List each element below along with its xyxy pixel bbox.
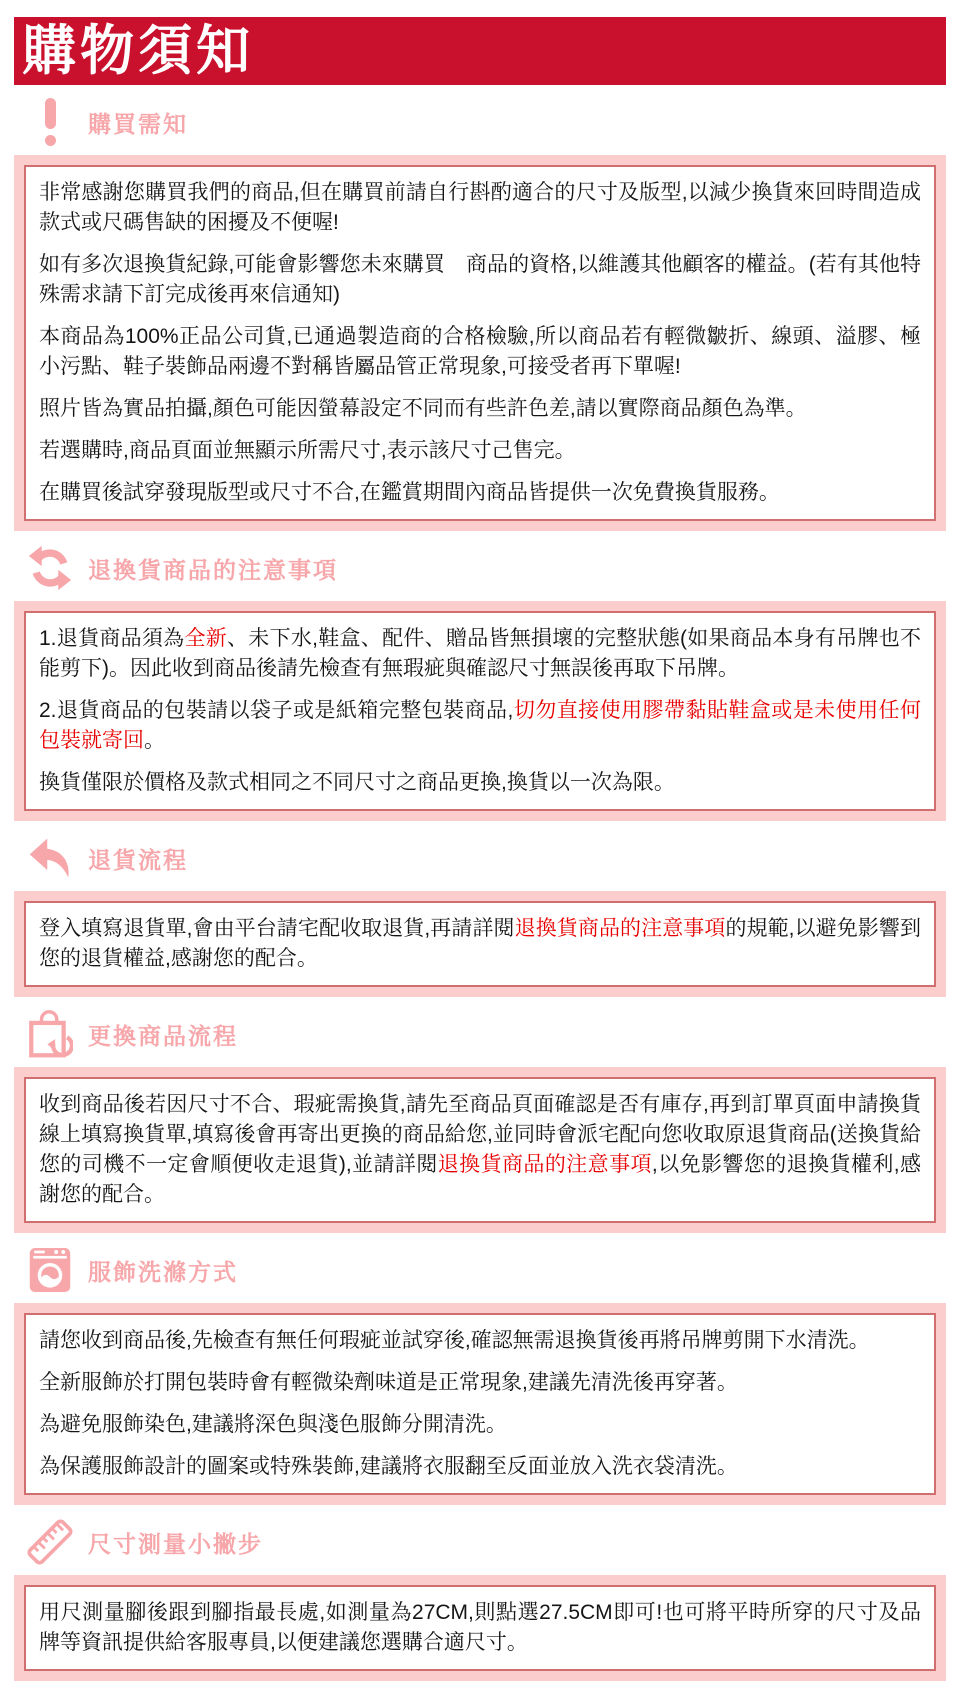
warning-text: 切勿直接使用膠帶黏貼鞋盒或是未使用任何包裝就寄回 — [39, 699, 921, 752]
exchange-bag-icon — [26, 1007, 74, 1061]
paragraph — [39, 250, 921, 310]
section-washing-instructions — [14, 1243, 946, 1505]
paragraph — [39, 322, 921, 382]
paragraph-text: 換貨僅限於價格及款式相同之不同尺寸之商品更換,換貨以一次為限。 — [39, 771, 675, 794]
notice-box — [14, 1575, 946, 1681]
paragraph-text: 非常感謝您購買我們的商品,但在購買前請自行斟酌適合的尺寸及版型,以減少換貨來回時間造成款式或尺碼售缺的困擾及不便喔! — [39, 181, 921, 234]
paragraph-text: 1.退貨商品須為 — [39, 627, 185, 650]
notice-box-inner — [24, 1313, 936, 1495]
paragraph — [39, 1326, 921, 1356]
paragraph — [39, 1090, 921, 1210]
section-title: 更換商品流程 — [88, 1022, 238, 1049]
paragraph — [39, 768, 921, 798]
section-title: 服飾洗滌方式 — [88, 1258, 238, 1285]
section-header — [14, 541, 946, 595]
section-title: 購買需知 — [88, 110, 188, 137]
paragraph-text: ,以免影響您的退換貨權利,感謝您的配合。 — [39, 1153, 922, 1206]
paragraph-text: 登入填寫退貨單,會由平台請宅配收取退貨,再請詳閱 — [39, 917, 515, 940]
section-title: 尺寸測量小撇步 — [88, 1530, 263, 1557]
paragraph-text: 。 — [144, 729, 165, 752]
warning-text: 全新 — [184, 627, 228, 650]
paragraph-text: 收到商品後若因尺寸不合、瑕疵需換貨,請先至商品頁面確認是否有庫存,再到訂單頁面申請換貨線上填寫換貨單,填寫後會再寄出更換的商品給您,並同時會派宅配向您收取原退貨商品(送換貨給您的司機不一定會順便收走退貨),並請詳閱 — [39, 1093, 921, 1176]
section-title: 退換貨商品的注意事項 — [88, 556, 338, 583]
paragraph-text: 的規範,以避免影響到您的退貨權益,感謝您的配合。 — [39, 917, 922, 970]
paragraph-text: 、未下水,鞋盒、配件、贈品皆無損壞的完整狀態(如果商品本身有吊牌也不能剪下)。因此收到商品後請先檢查有無瑕疵與確認尺寸無誤後再取下吊牌。 — [39, 627, 922, 680]
notice-box-inner — [24, 901, 936, 987]
warning-text: 退換貨商品的注意事項 — [437, 1153, 652, 1176]
section-return-process — [14, 831, 946, 997]
section-header — [14, 1007, 946, 1061]
return-arrow-icon — [26, 831, 74, 885]
paragraph — [39, 394, 921, 424]
notice-box — [14, 1303, 946, 1505]
section-header — [14, 1515, 946, 1569]
paragraph — [39, 1368, 921, 1398]
paragraph — [39, 696, 921, 756]
exclamation-dot — [45, 135, 56, 146]
paragraph — [39, 624, 921, 684]
notice-box — [14, 601, 946, 821]
notice-box-inner — [24, 611, 936, 811]
notice-box-inner — [24, 1077, 936, 1223]
section-header — [14, 1243, 946, 1297]
section-header — [14, 831, 946, 885]
paragraph — [39, 178, 921, 238]
notice-box-inner — [24, 165, 936, 521]
exclamation-bar — [45, 98, 56, 129]
paragraph — [39, 914, 921, 974]
exclamation-icon — [26, 95, 74, 149]
paragraph — [39, 436, 921, 466]
section-title: 退貨流程 — [88, 846, 188, 873]
paragraph-text: 如有多次退換貨紀錄,可能會影響您未來購買 商品的資格,以維護其他顧客的權益。(若有其他特殊需求請下訂完成後再來信通知) — [39, 253, 921, 306]
paragraph-text: 本商品為100%正品公司貨,已通過製造商的合格檢驗,所以商品若有輕微皺折、線頭、溢膠、極小污點、鞋子裝飾品兩邊不對稱皆屬品管正常現象,可接受者再下單喔! — [39, 325, 921, 378]
page-title: 購物須知 — [22, 21, 254, 81]
paragraph-text: 若選購時,商品頁面並無顯示所需尺寸,表示該尺寸己售完。 — [39, 439, 576, 462]
paragraph-text: 2.退貨商品的包裝請以袋子或是紙箱完整包裝商品, — [39, 699, 514, 722]
section-header — [14, 95, 946, 149]
warning-text: 退換貨商品的注意事項 — [514, 917, 726, 940]
notice-box — [14, 1067, 946, 1233]
refresh-icon — [26, 541, 74, 595]
paragraph-text: 在購買後試穿發現版型或尺寸不合,在鑑賞期間內商品皆提供一次免費換貨服務。 — [39, 481, 780, 504]
paragraph — [39, 1598, 921, 1658]
ruler-icon — [26, 1515, 74, 1569]
washing-machine-icon — [26, 1243, 74, 1297]
paragraph — [39, 478, 921, 508]
paragraph-text: 全新服飾於打開包裝時會有輕微染劑味道是正常現象,建議先清洗後再穿著。 — [39, 1371, 738, 1394]
notice-box — [14, 155, 946, 531]
section-size-measuring-tips — [14, 1515, 946, 1681]
section-purchase-notice — [14, 95, 946, 531]
paragraph-text: 為保護服飾設計的圖案或特殊裝飾,建議將衣服翻至反面並放入洗衣袋清洗。 — [39, 1455, 738, 1478]
section-return-exchange-notes — [14, 541, 946, 821]
paragraph — [39, 1410, 921, 1440]
paragraph-text: 用尺測量腳後跟到腳指最長處,如測量為27CM,則點選27.5CM即可!也可將平時所穿的尺寸及品牌等資訊提供給客服專員,以便建議您選購合適尺寸。 — [39, 1601, 921, 1654]
paragraph-text: 為避免服飾染色,建議將深色與淺色服飾分開清洗。 — [39, 1413, 507, 1436]
notice-box-inner — [24, 1585, 936, 1671]
paragraph-text: 請您收到商品後,先檢查有無任何瑕疵並試穿後,確認無需退換貨後再將吊牌剪開下水清洗。 — [39, 1329, 870, 1352]
page-title-banner — [14, 17, 946, 85]
section-exchange-process — [14, 1007, 946, 1233]
paragraph — [39, 1452, 921, 1482]
notice-box — [14, 891, 946, 997]
paragraph-text: 照片皆為實品拍攝,顏色可能因螢幕設定不同而有些許色差,請以實際商品顏色為準。 — [39, 397, 807, 420]
